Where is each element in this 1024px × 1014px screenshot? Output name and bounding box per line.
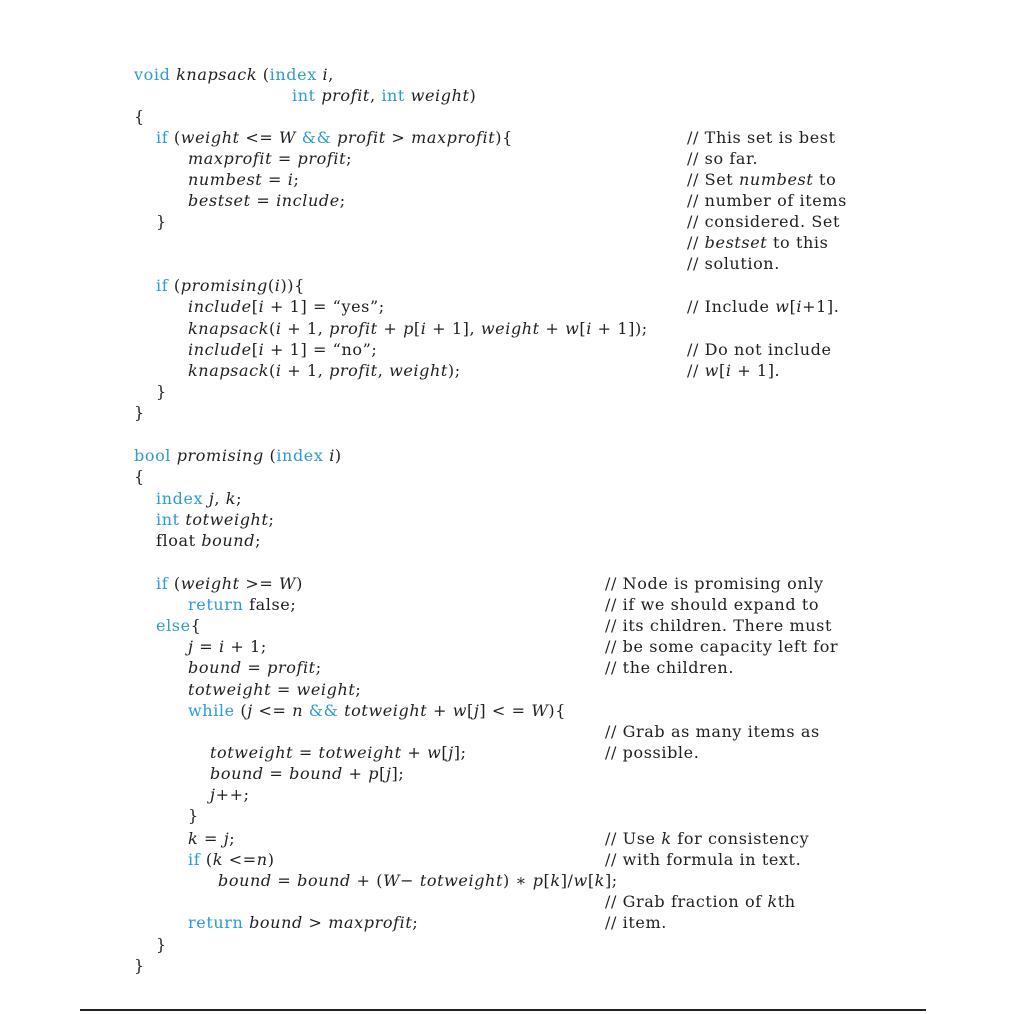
code-identifier: bound xyxy=(210,764,264,783)
code-identifier: totweight xyxy=(210,743,294,762)
code-text: + ( xyxy=(350,871,384,890)
code-identifier: knapsack xyxy=(188,361,269,380)
code-keyword: index xyxy=(276,446,324,465)
code-text: ; xyxy=(412,913,419,932)
code-text: = xyxy=(263,764,290,783)
code-line xyxy=(188,679,361,700)
code-text: ( xyxy=(269,319,276,338)
code-text: false; xyxy=(243,595,297,614)
code-text: ( xyxy=(267,276,275,295)
code-identifier: profit xyxy=(297,149,347,168)
code-identifier: bound xyxy=(218,871,272,890)
code-text: { xyxy=(190,616,202,635)
code-keyword: if xyxy=(156,276,169,295)
code-keyword: void xyxy=(134,65,171,84)
comment-line xyxy=(687,339,832,360)
code-line xyxy=(188,805,199,826)
code-identifier: j xyxy=(208,489,215,508)
code-identifier: i xyxy=(329,446,335,465)
code-line xyxy=(210,742,467,763)
code-identifier: maxprofit xyxy=(188,149,273,168)
code-identifier: bound xyxy=(249,913,303,932)
code-text: = xyxy=(293,743,319,762)
code-line xyxy=(188,700,566,721)
code-line xyxy=(210,763,404,784)
code-identifier: knapsack xyxy=(188,319,269,338)
code-keyword: index xyxy=(156,489,204,508)
code-identifier: include xyxy=(276,191,340,210)
code-identifier: i xyxy=(258,340,265,359)
code-text: // so far. xyxy=(687,149,759,168)
code-text: + 1, xyxy=(281,361,330,380)
code-identifier: i xyxy=(586,319,592,338)
code-keyword: int xyxy=(381,86,405,105)
code-text: { xyxy=(134,107,145,126)
code-identifier: j xyxy=(385,764,392,783)
code-text: } xyxy=(134,956,145,975)
code-text: ++; xyxy=(215,785,250,804)
code-line xyxy=(156,381,167,402)
code-text: >= xyxy=(239,574,280,593)
code-identifier: totweight xyxy=(419,871,503,890)
code-keyword: int xyxy=(292,86,316,105)
comment-line xyxy=(687,296,839,317)
comment-line xyxy=(605,828,809,849)
code-identifier: j xyxy=(247,701,253,720)
code-keyword: && xyxy=(308,701,339,720)
code-identifier: promising xyxy=(176,446,264,465)
code-text: // xyxy=(687,361,705,380)
code-text: [ xyxy=(587,871,595,890)
code-identifier: totweight xyxy=(185,510,269,529)
code-text: + xyxy=(539,319,566,338)
code-identifier: k xyxy=(212,850,224,869)
code-keyword: index xyxy=(269,65,317,84)
code-identifier: bound xyxy=(201,531,256,550)
code-text: + xyxy=(377,319,404,338)
code-identifier: maxprofit xyxy=(411,128,496,147)
code-identifier: k xyxy=(767,892,778,911)
code-text: <= xyxy=(239,128,280,147)
code-text: float xyxy=(156,531,202,550)
code-line xyxy=(188,169,299,190)
code-text: // be some capacity left for xyxy=(605,637,839,656)
code-line xyxy=(134,955,145,976)
code-text: ] < = xyxy=(479,701,532,720)
code-identifier: k xyxy=(225,489,237,508)
code-text: + 1], xyxy=(426,319,481,338)
code-identifier: weight xyxy=(480,319,540,338)
code-identifier: weight xyxy=(180,574,240,593)
code-text: > xyxy=(302,913,329,932)
code-keyword: else xyxy=(156,616,191,635)
code-line xyxy=(156,509,275,530)
code-text: [ xyxy=(441,743,449,762)
code-line xyxy=(188,360,461,381)
code-identifier: profit xyxy=(329,361,378,380)
code-text: ; xyxy=(293,170,300,189)
comment-line xyxy=(687,148,758,169)
comment-line xyxy=(605,615,832,636)
code-text: ) ∗ xyxy=(503,871,533,890)
code-text: // Node is promising only xyxy=(605,574,824,593)
code-text: + xyxy=(427,701,453,720)
code-identifier: profit xyxy=(321,86,370,105)
code-identifier: k xyxy=(661,829,672,848)
code-identifier: bestset xyxy=(188,191,251,210)
code-line xyxy=(156,615,201,636)
code-text: // Use xyxy=(605,829,662,848)
code-text: } xyxy=(156,935,167,954)
code-line xyxy=(210,784,250,805)
code-line xyxy=(156,211,167,232)
code-line xyxy=(188,828,235,849)
code-line xyxy=(134,106,145,127)
comment-line xyxy=(605,891,796,912)
code-identifier: include xyxy=(188,297,252,316)
code-text: // Do not include xyxy=(687,340,832,359)
code-identifier: W xyxy=(279,574,297,593)
code-text: + 1]); xyxy=(591,319,648,338)
code-text: to xyxy=(813,170,837,189)
code-text: ]; xyxy=(604,871,618,890)
code-identifier: i xyxy=(275,319,282,338)
code-line xyxy=(188,296,385,317)
code-text: + xyxy=(401,743,428,762)
comment-line xyxy=(605,849,801,870)
code-text: ]; xyxy=(453,743,467,762)
code-text: ( xyxy=(269,361,276,380)
code-keyword: if xyxy=(188,850,201,869)
comment-line xyxy=(605,594,819,615)
code-text: // Grab as many items as xyxy=(605,722,820,741)
code-line xyxy=(188,318,648,339)
code-text: ; xyxy=(315,658,322,677)
code-text: <= xyxy=(223,850,257,869)
code-identifier: p xyxy=(403,319,414,338)
code-text: [ xyxy=(467,701,474,720)
code-identifier: j xyxy=(473,701,480,720)
code-text: // solution. xyxy=(687,254,780,273)
code-line xyxy=(188,657,322,678)
code-text: = xyxy=(193,637,219,656)
comment-line xyxy=(605,912,667,933)
code-text: ( xyxy=(168,574,181,593)
code-identifier: i xyxy=(725,361,732,380)
code-text: + 1] = “yes”; xyxy=(264,297,385,316)
code-identifier: k xyxy=(550,871,561,890)
code-identifier: j xyxy=(210,785,216,804)
code-identifier: w xyxy=(452,701,467,720)
code-identifier: w xyxy=(573,871,588,890)
comment-line xyxy=(687,169,836,190)
code-keyword: && xyxy=(301,128,332,147)
code-text: + 1] = “no”; xyxy=(264,340,378,359)
code-text: ( xyxy=(234,701,248,720)
code-line xyxy=(134,402,145,423)
code-text: = xyxy=(262,170,288,189)
code-text: [ xyxy=(543,871,551,890)
code-text: + 1]. xyxy=(731,361,781,380)
code-identifier: profit xyxy=(329,319,378,338)
code-text: − xyxy=(400,871,420,890)
code-text: // Grab fraction of xyxy=(605,892,768,911)
code-identifier: bound xyxy=(188,658,242,677)
code-line xyxy=(188,339,377,360)
code-text: ) xyxy=(334,446,342,465)
comment-line xyxy=(687,190,847,211)
code-identifier: knapsack xyxy=(176,65,258,84)
code-identifier: w xyxy=(704,361,719,380)
code-identifier: w xyxy=(427,743,442,762)
comment-line xyxy=(605,636,838,657)
code-identifier: i xyxy=(796,297,803,316)
code-text: + 1; xyxy=(224,637,267,656)
code-identifier: numbest xyxy=(188,170,263,189)
code-text: ) xyxy=(469,86,477,105)
comment-line xyxy=(605,657,734,678)
code-text: [ xyxy=(251,297,259,316)
code-text: ( xyxy=(168,128,181,147)
code-identifier: totweight xyxy=(188,680,272,699)
code-identifier: i xyxy=(218,637,225,656)
code-text: // number of items xyxy=(687,191,847,210)
code-identifier: totweight xyxy=(344,701,428,720)
code-identifier: n xyxy=(292,701,304,720)
code-line xyxy=(134,445,342,466)
code-identifier: promising xyxy=(180,276,268,295)
code-text: to this xyxy=(767,233,829,252)
code-text: ; xyxy=(346,149,353,168)
code-text: ){ xyxy=(548,701,566,720)
code-text: ; xyxy=(268,510,275,529)
code-line xyxy=(188,148,352,169)
code-identifier: i xyxy=(258,297,265,316)
code-keyword: if xyxy=(156,574,169,593)
code-text: > xyxy=(385,128,412,147)
code-identifier: i xyxy=(274,276,281,295)
code-identifier: profit xyxy=(337,128,386,147)
code-identifier: j xyxy=(223,829,230,848)
code-line xyxy=(188,912,418,933)
code-text: } xyxy=(156,212,167,231)
code-line xyxy=(188,190,346,211)
code-text: = xyxy=(271,871,298,890)
code-text: // the children. xyxy=(605,658,735,677)
code-identifier: i xyxy=(322,65,329,84)
code-text: ( xyxy=(200,850,213,869)
code-text: <= xyxy=(252,701,293,720)
code-identifier: weight xyxy=(410,86,470,105)
code-text: th xyxy=(777,892,796,911)
code-text: } xyxy=(134,403,145,422)
code-text: // Include xyxy=(687,297,776,316)
code-text: // with formula in text. xyxy=(605,850,802,869)
code-identifier: maxprofit xyxy=(328,913,413,932)
comment-line xyxy=(687,360,780,381)
code-text: ; xyxy=(355,680,362,699)
code-text: // xyxy=(687,233,705,252)
code-text: , xyxy=(369,86,382,105)
code-keyword: bool xyxy=(134,446,172,465)
code-text: ; xyxy=(229,829,236,848)
code-line xyxy=(156,530,261,551)
code-text: { xyxy=(134,467,145,486)
comment-line xyxy=(605,742,699,763)
code-identifier: totweight xyxy=(318,743,402,762)
code-text: // possible. xyxy=(605,743,700,762)
code-keyword: if xyxy=(156,128,169,147)
code-text: // Set xyxy=(687,170,740,189)
comment-line xyxy=(687,127,836,148)
code-text: ( xyxy=(263,446,277,465)
code-keyword: return xyxy=(188,913,244,932)
code-text: [ xyxy=(789,297,797,316)
code-identifier: n xyxy=(256,850,268,869)
code-text: } xyxy=(188,806,199,825)
code-line xyxy=(218,870,618,891)
code-keyword: int xyxy=(156,510,180,529)
code-identifier: i xyxy=(275,361,282,380)
code-keyword: return xyxy=(188,595,244,614)
code-identifier: w xyxy=(775,297,790,316)
code-identifier: bound xyxy=(297,871,351,890)
code-identifier: w xyxy=(565,319,580,338)
comment-line xyxy=(605,573,824,594)
code-identifier: bound xyxy=(289,764,343,783)
code-text: + xyxy=(342,764,369,783)
code-text: ; xyxy=(255,531,262,550)
code-text: ); xyxy=(447,361,461,380)
code-text: // item. xyxy=(605,913,667,932)
code-identifier: i xyxy=(420,319,427,338)
code-identifier: weight xyxy=(296,680,356,699)
code-text: = xyxy=(198,829,224,848)
code-text: = xyxy=(271,680,297,699)
code-identifier: profit xyxy=(267,658,316,677)
code-identifier: W xyxy=(531,701,549,720)
comment-line xyxy=(687,211,840,232)
code-text: ; xyxy=(339,191,346,210)
code-line xyxy=(156,934,167,955)
code-text: ]/ xyxy=(560,871,574,890)
code-identifier: W xyxy=(279,128,297,147)
code-text: for consistency xyxy=(671,829,810,848)
code-line xyxy=(156,275,305,296)
code-keyword: while xyxy=(188,701,235,720)
code-text: ; xyxy=(236,489,243,508)
code-text: , xyxy=(214,489,226,508)
code-text: // its children. There must xyxy=(605,616,833,635)
code-line xyxy=(156,127,513,148)
code-text: , xyxy=(377,361,390,380)
code-text: [ xyxy=(579,319,587,338)
code-text: = xyxy=(272,149,298,168)
code-text: ){ xyxy=(495,128,513,147)
code-text: +1]. xyxy=(802,297,840,316)
code-identifier: k xyxy=(188,829,199,848)
code-text: [ xyxy=(413,319,421,338)
code-text: = xyxy=(250,191,277,210)
code-text: )){ xyxy=(280,276,305,295)
code-text: [ xyxy=(379,764,386,783)
code-text: + 1, xyxy=(281,319,330,338)
code-line xyxy=(188,636,267,657)
code-text: // This set is best xyxy=(687,128,836,147)
code-identifier: k xyxy=(594,871,605,890)
code-identifier: weight xyxy=(180,128,240,147)
code-text: } xyxy=(156,382,167,401)
code-identifier: numbest xyxy=(739,170,814,189)
code-text: ( xyxy=(257,65,270,84)
comment-line xyxy=(687,232,828,253)
code-line xyxy=(134,64,334,85)
code-text: = xyxy=(241,658,268,677)
code-text: [ xyxy=(718,361,726,380)
code-text: [ xyxy=(251,340,259,359)
code-identifier: p xyxy=(532,871,544,890)
code-text: ]; xyxy=(391,764,405,783)
code-line xyxy=(156,488,242,509)
code-identifier: i xyxy=(287,170,294,189)
comment-line xyxy=(605,721,820,742)
code-text: ) xyxy=(267,850,275,869)
code-text: ) xyxy=(296,574,303,593)
code-line xyxy=(292,85,476,106)
bottom-rule xyxy=(80,1009,926,1011)
code-identifier: bestset xyxy=(704,233,768,252)
code-text: ( xyxy=(168,276,181,295)
code-line xyxy=(188,594,296,615)
code-text: , xyxy=(328,65,334,84)
code-text: // considered. Set xyxy=(687,212,840,231)
code-identifier: j xyxy=(188,637,194,656)
code-line xyxy=(156,573,303,594)
code-line xyxy=(188,849,275,870)
code-text: // if we should expand to xyxy=(605,595,820,614)
code-identifier: p xyxy=(368,764,380,783)
code-line xyxy=(134,466,145,487)
code-identifier: j xyxy=(448,743,454,762)
code-identifier: W xyxy=(383,871,401,890)
code-identifier: include xyxy=(188,340,252,359)
comment-line xyxy=(687,253,780,274)
code-identifier: weight xyxy=(389,361,448,380)
